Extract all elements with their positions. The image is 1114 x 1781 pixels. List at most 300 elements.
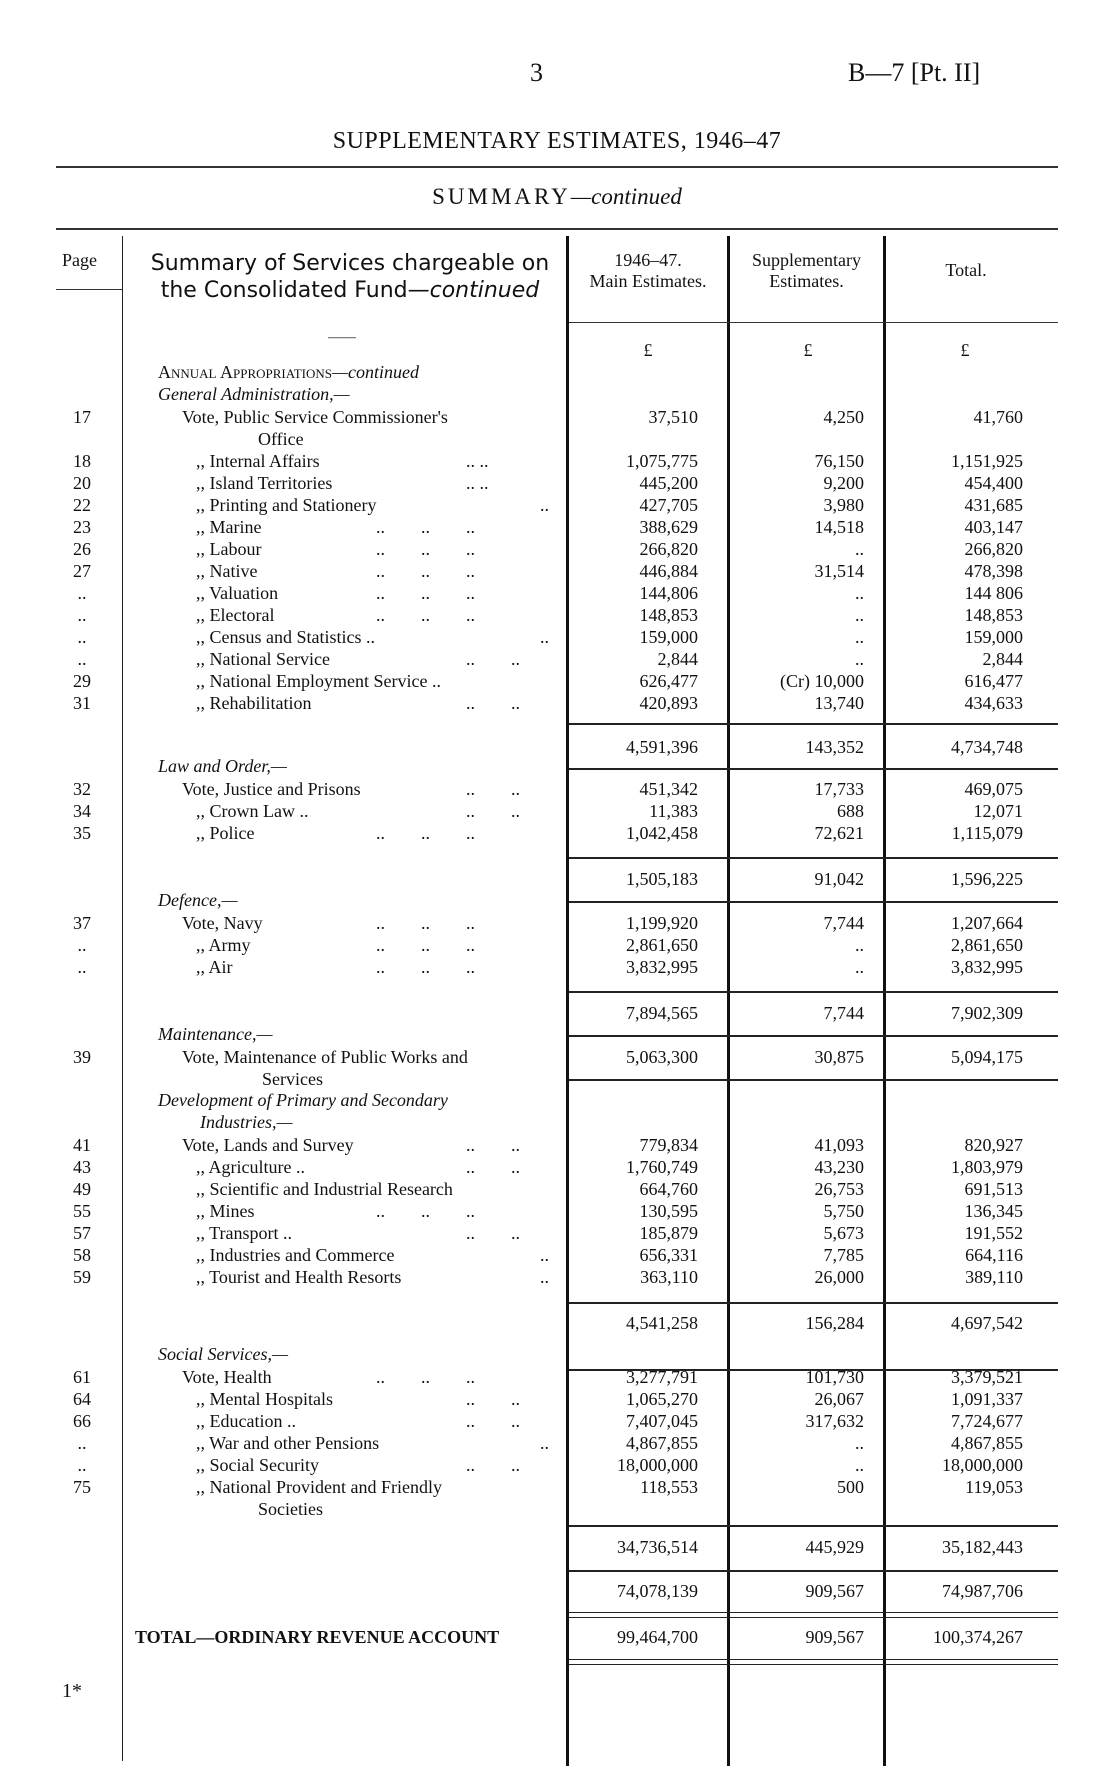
- row-main: 1,199,920: [626, 913, 698, 933]
- summary-column-header: [135, 250, 565, 304]
- signature-mark: 1*: [62, 1680, 82, 1702]
- row-supp: 13,740: [814, 693, 864, 713]
- section-development-line2: Industries,—: [200, 1112, 293, 1132]
- row-supp: 41,093: [814, 1135, 864, 1155]
- table-row-continuation: [0, 1498, 1114, 1520]
- row-page: 61: [73, 1367, 91, 1387]
- row-dots: ..: [540, 495, 549, 515]
- row-page: 58: [73, 1245, 91, 1265]
- table-row: [0, 1134, 1114, 1156]
- row-page: 55: [73, 1201, 91, 1221]
- row-label: ,, Electoral: [196, 605, 275, 625]
- row-dots: .. ..: [466, 473, 489, 493]
- row-total: 434,633: [964, 693, 1023, 713]
- grand-total-total: 100,374,267: [933, 1627, 1023, 1647]
- row-total: 12,071: [973, 801, 1023, 821]
- row-total: 1,091,337: [951, 1389, 1023, 1409]
- row-supp: 26,753: [814, 1179, 864, 1199]
- table-row: [0, 1266, 1114, 1288]
- subtotal-rule: [569, 1570, 1058, 1572]
- document-reference: B—7 [Pt. II]: [848, 58, 981, 87]
- row-page: 57: [73, 1223, 91, 1243]
- row-label: ,, Air: [196, 957, 233, 977]
- row-label: ,, Transport ..: [196, 1223, 293, 1243]
- table-row: [0, 934, 1114, 956]
- row-label: ,, National Service: [196, 649, 330, 669]
- row-total: 431,685: [964, 495, 1023, 515]
- row-total: 2,861,650: [951, 935, 1023, 955]
- subtotal-supp: 156,284: [805, 1313, 864, 1333]
- subtotal-main: 4,591,396: [626, 737, 698, 757]
- row-main: 446,884: [639, 561, 698, 581]
- main-header-line2: Main Estimates.: [589, 271, 707, 291]
- row-page: 32: [73, 779, 91, 799]
- row-page: 22: [73, 495, 91, 515]
- row-page: ..: [77, 957, 87, 977]
- section-law-and-order: Law and Order,—: [158, 756, 287, 776]
- subtotal-main: 1,505,183: [626, 869, 698, 889]
- row-supp: 4,250: [823, 407, 864, 427]
- row-label: ,, Labour: [196, 539, 262, 559]
- row-page: ..: [77, 649, 87, 669]
- subtotal-supp: 909,567: [805, 1581, 864, 1601]
- row-label: ,, Internal Affairs: [196, 451, 320, 471]
- row-main: 130,595: [639, 1201, 698, 1221]
- table-row: [0, 1178, 1114, 1200]
- row-page: ..: [77, 935, 87, 955]
- row-label: Vote, Lands and Survey: [182, 1135, 354, 1155]
- row-dots: .. .. ..: [376, 539, 475, 559]
- row-main: 18,000,000: [617, 1455, 698, 1475]
- table-row: [0, 1454, 1114, 1476]
- row-total: 3,832,995: [951, 957, 1023, 977]
- row-label: ,, Rehabilitation: [196, 693, 312, 713]
- subtotal-row-all: [0, 1580, 1114, 1602]
- grand-total-supp: 909,567: [805, 1627, 864, 1647]
- row-supp: 30,875: [814, 1047, 864, 1067]
- row-dots: .. ..: [466, 1223, 520, 1243]
- row-supp: ..: [855, 1455, 864, 1475]
- summary-rule: [56, 228, 1058, 230]
- summary-header-line1: Summary of Services chargeable on: [150, 251, 550, 276]
- row-supp: 5,750: [823, 1201, 864, 1221]
- row-dots: ..: [540, 627, 549, 647]
- row-supp: 31,514: [814, 561, 864, 581]
- title-rule: [56, 166, 1058, 168]
- row-page: 18: [73, 451, 91, 471]
- double-rule: [569, 1612, 1058, 1618]
- row-dots: .. ..: [466, 1455, 520, 1475]
- row-page: 39: [73, 1047, 91, 1067]
- row-label: ,, Mental Hospitals: [196, 1389, 333, 1409]
- row-dots: .. .. ..: [376, 957, 475, 977]
- grand-total-label: TOTAL—ORDINARY REVENUE ACCOUNT: [135, 1627, 500, 1647]
- row-dots: .. .. ..: [376, 605, 475, 625]
- row-page: ..: [77, 605, 87, 625]
- row-label: Vote, Justice and Prisons: [182, 779, 361, 799]
- row-total: 3,379,521: [951, 1367, 1023, 1387]
- row-total: 664,116: [965, 1245, 1023, 1265]
- row-supp: ..: [855, 957, 864, 977]
- row-total: 41,760: [973, 407, 1023, 427]
- subtotal-rule: [569, 1525, 1058, 1527]
- row-main: 363,110: [640, 1267, 698, 1287]
- row-label: ,, Scientific and Industrial Research: [196, 1179, 453, 1199]
- main-header-line1: 1946–47.: [614, 250, 682, 270]
- table-row: [0, 670, 1114, 692]
- row-total: 18,000,000: [942, 1455, 1023, 1475]
- row-page: 59: [73, 1267, 91, 1287]
- row-label: ,, Police: [196, 823, 255, 843]
- row-page: 31: [73, 693, 91, 713]
- row-supp: 76,150: [814, 451, 864, 471]
- row-page: ..: [77, 1433, 87, 1453]
- row-supp: 26,000: [814, 1267, 864, 1287]
- summary-header-suffix: continued: [429, 278, 540, 303]
- row-main: 1,042,458: [626, 823, 698, 843]
- row-label: ,, Social Security: [196, 1455, 319, 1475]
- row-page: 35: [73, 823, 91, 843]
- row-label: ,, Crown Law ..: [196, 801, 309, 821]
- row-main: 3,277,791: [626, 1367, 698, 1387]
- table-row: [0, 1156, 1114, 1178]
- subtotal-rule: [569, 991, 1058, 993]
- annual-appropriations-suffix: —continued: [331, 362, 419, 382]
- main-estimates-header: [569, 250, 727, 292]
- table-row: [0, 692, 1114, 714]
- row-page: 66: [73, 1411, 91, 1431]
- row-dots: ..: [540, 1267, 549, 1287]
- summary-title: [0, 184, 1114, 210]
- row-total: 119,053: [965, 1477, 1023, 1497]
- row-label: ,, Mines: [196, 1201, 255, 1221]
- table-row: [0, 1222, 1114, 1244]
- row-page: 37: [73, 913, 91, 933]
- row-dots: .. ..: [466, 1135, 520, 1155]
- row-dots: .. ..: [466, 451, 489, 471]
- row-page: 17: [73, 407, 91, 427]
- row-dots: .. ..: [466, 779, 520, 799]
- row-main: 1,760,749: [626, 1157, 698, 1177]
- row-dots: .. .. ..: [376, 935, 475, 955]
- row-main: 185,879: [639, 1223, 698, 1243]
- row-total: 148,853: [964, 605, 1023, 625]
- row-label: ,, Marine: [196, 517, 262, 537]
- table-row: [0, 648, 1114, 670]
- subtotal-row-general: [0, 736, 1114, 758]
- row-main: 427,705: [639, 495, 698, 515]
- row-supp: ..: [855, 539, 864, 559]
- row-supp: ..: [855, 605, 864, 625]
- table-row: [0, 538, 1114, 560]
- row-dots: .. ..: [466, 801, 520, 821]
- row-main: 3,832,995: [626, 957, 698, 977]
- row-supp: 72,621: [814, 823, 864, 843]
- table-row: [0, 912, 1114, 934]
- table-row: [0, 494, 1114, 516]
- row-label: ,, Industries and Commerce: [196, 1245, 395, 1265]
- row-main: 266,820: [639, 539, 698, 559]
- summary-dash: ——: [328, 330, 356, 345]
- row-main: 11,383: [649, 801, 698, 821]
- row-main: 656,331: [639, 1245, 698, 1265]
- section-social-services: Social Services,—: [158, 1344, 288, 1364]
- row-page: 43: [73, 1157, 91, 1177]
- row-main: 118,553: [640, 1477, 698, 1497]
- row-label: ,, National Provident and Friendly: [196, 1477, 442, 1497]
- section-maintenance: Maintenance,—: [158, 1024, 273, 1044]
- row-supp: 3,980: [823, 495, 864, 515]
- subtotal-rule: [569, 723, 1058, 725]
- table-row: [0, 822, 1114, 844]
- row-dots: .. ..: [466, 649, 520, 669]
- row-dots: .. ..: [466, 1411, 520, 1431]
- row-label: ,, Printing and Stationery: [196, 495, 377, 515]
- row-total: 1,151,925: [951, 451, 1023, 471]
- table-row: [0, 1410, 1114, 1432]
- section-defence: Defence,—: [158, 890, 238, 910]
- row-total: 478,398: [964, 561, 1023, 581]
- row-total: 691,513: [964, 1179, 1023, 1199]
- row-supp: 500: [837, 1477, 864, 1497]
- row-total: 5,094,175: [951, 1047, 1023, 1067]
- row-dots: .. ..: [466, 1157, 520, 1177]
- row-total: 454,400: [964, 473, 1023, 493]
- page-header-rule: [56, 289, 122, 290]
- table-row: [0, 1366, 1114, 1388]
- row-total: 4,867,855: [951, 1433, 1023, 1453]
- annual-appropriations-label: Annual Appropriations: [158, 362, 332, 382]
- table-row: [0, 560, 1114, 582]
- row-main: 1,065,270: [626, 1389, 698, 1409]
- table-row: [0, 472, 1114, 494]
- row-page: 20: [73, 473, 91, 493]
- header-bottom-rule: [569, 322, 1058, 323]
- double-rule: [569, 1659, 1058, 1665]
- row-main: 37,510: [648, 407, 698, 427]
- document-title: SUPPLEMENTARY ESTIMATES, 1946–47: [332, 128, 782, 154]
- row-supp: 7,744: [823, 913, 864, 933]
- subtotal-row-law: [0, 868, 1114, 890]
- table-row: [0, 1200, 1114, 1222]
- table-row: [0, 582, 1114, 604]
- row-supp: ..: [855, 583, 864, 603]
- subtotal-main: 34,736,514: [617, 1537, 698, 1557]
- row-total: 191,552: [964, 1223, 1023, 1243]
- row-supp: 9,200: [823, 473, 864, 493]
- subtotal-rule: [569, 768, 1058, 770]
- table-row: [0, 1388, 1114, 1410]
- subtotal-total: 35,182,443: [942, 1537, 1023, 1557]
- row-total: 1,803,979: [951, 1157, 1023, 1177]
- row-label: ,, Census and Statistics ..: [196, 627, 375, 647]
- row-page: 29: [73, 671, 91, 691]
- summary-title-text: SUMMARY: [432, 184, 571, 209]
- subtotal-total: 4,734,748: [951, 737, 1023, 757]
- row-main: 159,000: [639, 627, 698, 647]
- row-total: 266,820: [964, 539, 1023, 559]
- table-row: [0, 1244, 1114, 1266]
- row-dots: .. .. ..: [376, 583, 475, 603]
- row-supp: 5,673: [823, 1223, 864, 1243]
- table-row-continuation: [0, 428, 1114, 450]
- subtotal-total: 74,987,706: [942, 1581, 1023, 1601]
- row-label: ,, Island Territories: [196, 473, 333, 493]
- row-label: ,, Agriculture ..: [196, 1157, 305, 1177]
- table-row: [0, 516, 1114, 538]
- row-supp: ..: [855, 627, 864, 647]
- row-label-continued: Services: [262, 1069, 323, 1089]
- row-dots: .. ..: [466, 693, 520, 713]
- subtotal-total: 7,902,309: [951, 1003, 1023, 1023]
- table-row: [0, 450, 1114, 472]
- row-supp: 101,730: [805, 1367, 864, 1387]
- row-main: 626,477: [639, 671, 698, 691]
- row-page: ..: [77, 583, 87, 603]
- subtotal-main: 7,894,565: [626, 1003, 698, 1023]
- row-dots: ..: [540, 1245, 549, 1265]
- row-total: 820,927: [964, 1135, 1023, 1155]
- row-dots: .. .. ..: [376, 517, 475, 537]
- row-main: 148,853: [639, 605, 698, 625]
- subtotal-supp: 7,744: [823, 1003, 864, 1023]
- row-supp: ..: [855, 935, 864, 955]
- row-main: 2,861,650: [626, 935, 698, 955]
- table-row: [0, 1432, 1114, 1454]
- summary-header-line2-text: the Consolidated Fund—: [160, 278, 430, 303]
- subtotal-rule: [569, 1079, 1058, 1081]
- row-supp: (Cr) 10,000: [780, 671, 864, 691]
- table-row: [0, 956, 1114, 978]
- row-label: Vote, Maintenance of Public Works and: [182, 1047, 468, 1067]
- table-row: [0, 1476, 1114, 1498]
- row-total: 469,075: [964, 779, 1023, 799]
- row-total: 136,345: [964, 1201, 1023, 1221]
- row-total: 616,477: [964, 671, 1023, 691]
- total-header: Total.: [945, 260, 987, 280]
- subtotal-main: 4,541,258: [626, 1313, 698, 1333]
- row-supp: 43,230: [814, 1157, 864, 1177]
- row-label: Vote, Health: [182, 1367, 272, 1387]
- row-total: 1,115,079: [951, 823, 1023, 843]
- row-total: 159,000: [964, 627, 1023, 647]
- row-page: ..: [77, 627, 87, 647]
- grand-total-main: 99,464,700: [617, 1627, 698, 1647]
- table-row: [0, 1046, 1114, 1068]
- subtotal-total: 1,596,225: [951, 869, 1023, 889]
- row-label: ,, War and other Pensions: [196, 1433, 380, 1453]
- row-supp: 688: [837, 801, 864, 821]
- row-total: 389,110: [965, 1267, 1023, 1287]
- row-main: 388,629: [639, 517, 698, 537]
- row-supp: 17,733: [814, 779, 864, 799]
- row-label-continued: Societies: [258, 1499, 323, 1519]
- row-dots: ..: [540, 1433, 549, 1453]
- row-supp: 26,067: [814, 1389, 864, 1409]
- summary-title-suffix: —continued: [570, 184, 682, 209]
- row-page: ..: [77, 1455, 87, 1475]
- subtotal-rule: [569, 857, 1058, 859]
- subtotal-rule: [569, 1302, 1058, 1304]
- supp-estimates-header: [730, 250, 883, 292]
- row-label: Vote, Public Service Commissioner's: [182, 407, 448, 427]
- row-total: 7,724,677: [951, 1411, 1023, 1431]
- row-page: 26: [73, 539, 91, 559]
- row-supp: 7,785: [823, 1245, 864, 1265]
- row-label: ,, Valuation: [196, 583, 279, 603]
- row-dots: .. .. ..: [376, 823, 475, 843]
- subtotal-row-development: [0, 1312, 1114, 1334]
- table-row: [0, 778, 1114, 800]
- subtotal-supp: 143,352: [805, 737, 864, 757]
- row-total: 2,844: [982, 649, 1023, 669]
- row-label: ,, National Employment Service ..: [196, 671, 441, 691]
- annual-appropriations-heading: [158, 362, 419, 383]
- table-row: [0, 626, 1114, 648]
- row-total: 144 806: [964, 583, 1023, 603]
- subtotal-main: 74,078,139: [617, 1581, 698, 1601]
- section-development-line1: Development of Primary and Secondary: [158, 1090, 448, 1110]
- subtotal-total: 4,697,542: [951, 1313, 1023, 1333]
- row-supp: ..: [855, 649, 864, 669]
- subtotal-row-defence: [0, 1002, 1114, 1024]
- table-row: [0, 800, 1114, 822]
- row-dots: .. .. ..: [376, 1367, 475, 1387]
- currency-total: £: [960, 340, 970, 360]
- row-supp: ..: [855, 1433, 864, 1453]
- row-main: 664,760: [639, 1179, 698, 1199]
- subtotal-rule: [569, 1035, 1058, 1037]
- row-label-continued: Office: [258, 429, 304, 449]
- row-main: 4,867,855: [626, 1433, 698, 1453]
- row-page: 23: [73, 517, 91, 537]
- grand-total-row: [0, 1626, 1114, 1648]
- row-label: ,, Army: [196, 935, 251, 955]
- table-row: [0, 406, 1114, 428]
- section-general-administration: General Administration,—: [158, 384, 350, 404]
- row-page: 64: [73, 1389, 91, 1409]
- row-main: 144,806: [639, 583, 698, 603]
- row-main: 779,834: [639, 1135, 698, 1155]
- row-main: 420,893: [639, 693, 698, 713]
- page-column-header: Page: [62, 250, 97, 270]
- row-main: 2,844: [657, 649, 698, 669]
- row-supp: 14,518: [814, 517, 864, 537]
- row-page: 49: [73, 1179, 91, 1199]
- row-total: 403,147: [964, 517, 1023, 537]
- row-page: 75: [73, 1477, 91, 1497]
- row-dots: .. .. ..: [376, 561, 475, 581]
- row-main: 1,075,775: [626, 451, 698, 471]
- row-main: 445,200: [639, 473, 698, 493]
- row-main: 5,063,300: [626, 1047, 698, 1067]
- supp-header-line1: Supplementary: [752, 250, 861, 270]
- row-main: 7,407,045: [626, 1411, 698, 1431]
- subtotal-rule: [569, 901, 1058, 903]
- row-label: ,, Tourist and Health Resorts: [196, 1267, 402, 1287]
- subtotal-supp: 445,929: [805, 1537, 864, 1557]
- subtotal-supp: 91,042: [814, 869, 864, 889]
- row-label: Vote, Navy: [182, 913, 263, 933]
- row-dots: .. .. ..: [376, 1201, 475, 1221]
- currency-supp: £: [803, 340, 813, 360]
- row-supp: 317,632: [805, 1411, 864, 1431]
- row-page: 27: [73, 561, 91, 581]
- currency-main: £: [643, 340, 653, 360]
- supp-header-line2: Estimates.: [769, 271, 844, 291]
- row-dots: .. ..: [466, 1389, 520, 1409]
- row-main: 451,342: [639, 779, 698, 799]
